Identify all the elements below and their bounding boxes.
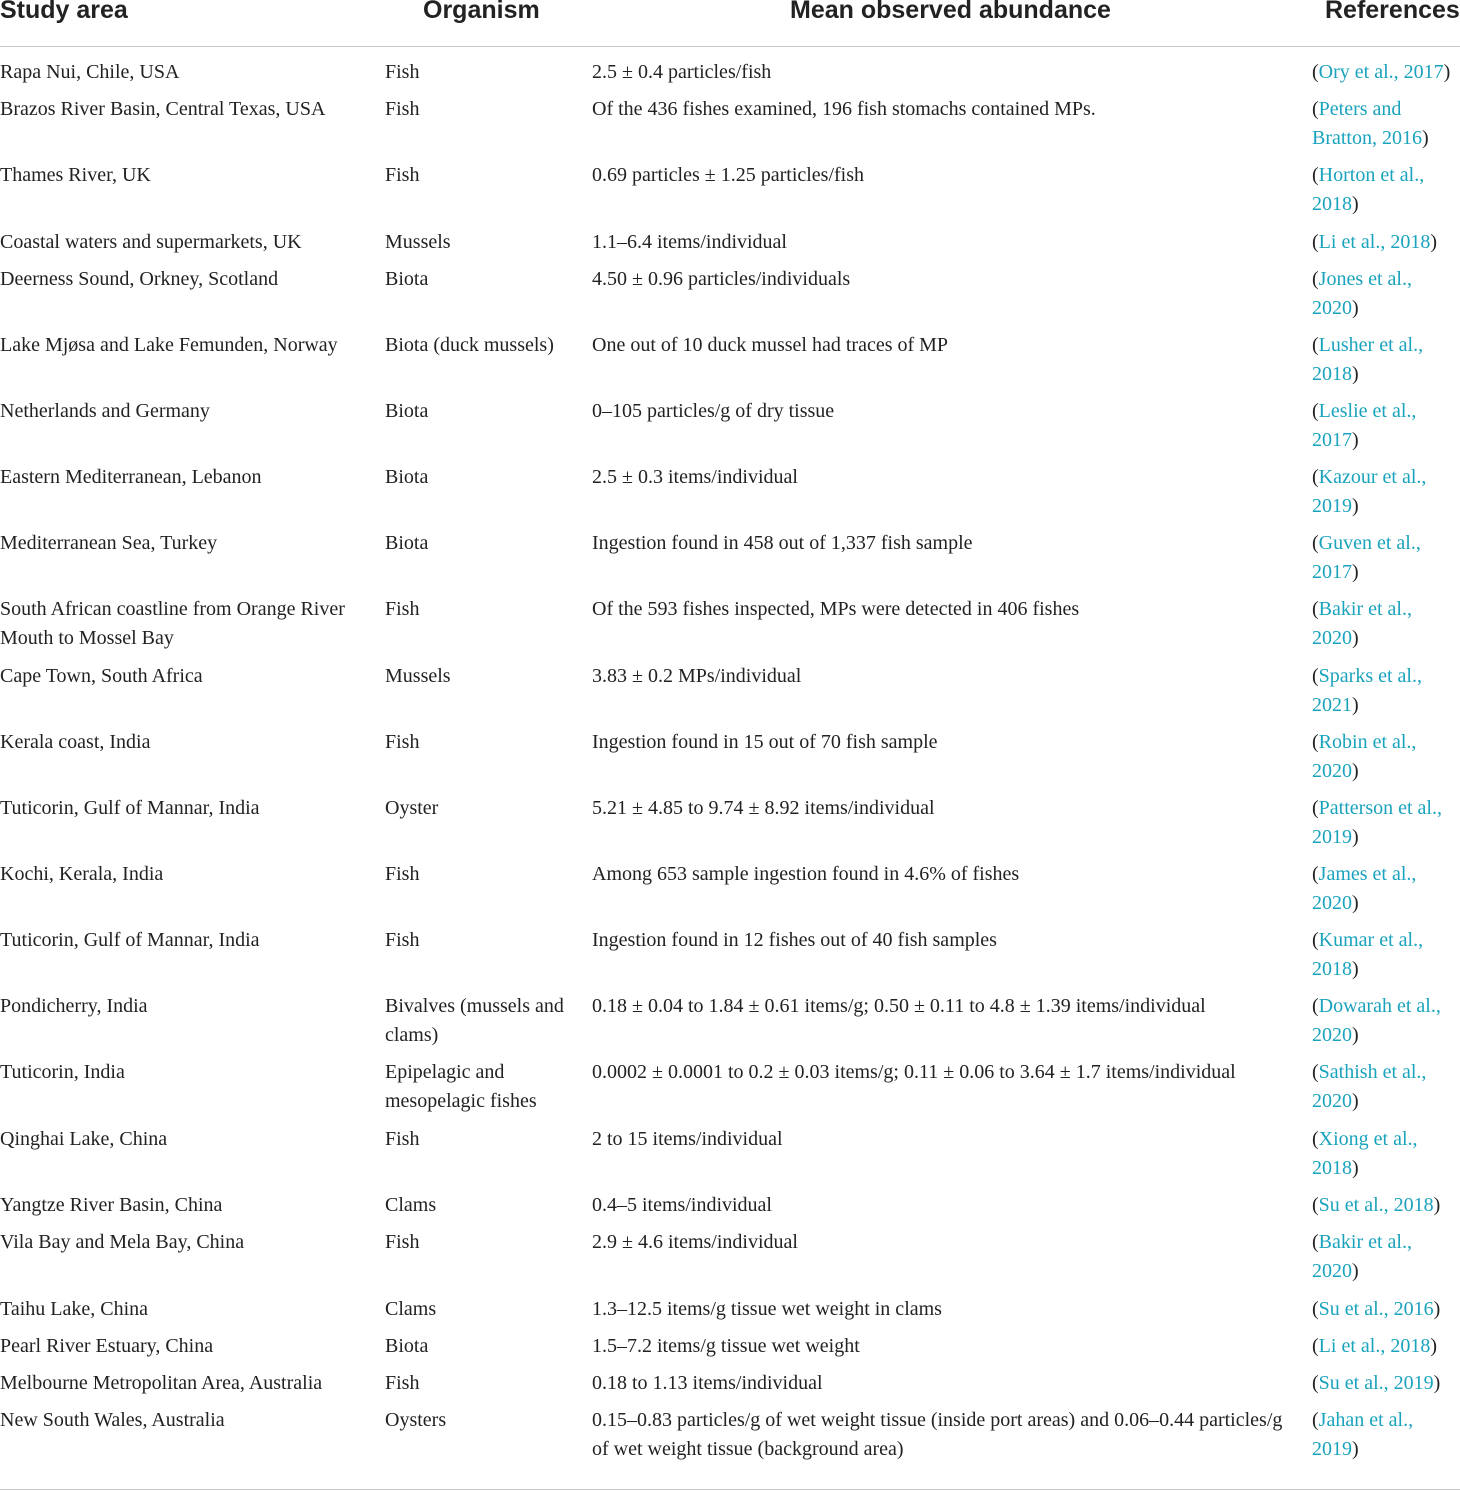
organism-cell: Mussels [385,665,451,687]
study-area-cell: Melbourne Metropolitan Area, Australia [0,1372,323,1394]
abundance-cell: 0.15–0.83 particles/g of wet weight tissue (inside port areas) and 0.06–0.44 particles/g of wet weight tissue (background area) [592,1409,1283,1460]
organism-cell: Fish [385,929,420,951]
organism-cell: Oysters [385,1409,447,1431]
organism-cell: Epipelagic and mesopelagic fishes [385,1061,537,1112]
study-area-cell: Taihu Lake, China [0,1298,148,1320]
study-area-cell: South African coastline from Orange River Mouth to Mossel Bay [0,598,345,649]
organism-cell: Fish [385,863,420,885]
study-area-cell: Pearl River Estuary, China [0,1335,214,1357]
reference-cell: (Li et al., 2018) [1312,1335,1437,1357]
reference-link[interactable]: Kumar et al., 2018 [1312,929,1424,980]
reference-cell: (Kazour et al., 2019) [1312,466,1427,517]
organism-cell: Fish [385,1372,420,1394]
abundance-cell: 2.5 ± 0.3 items/individual [592,466,798,488]
organism-cell: Bivalves (mussels and clams) [385,995,564,1046]
abundance-cell: 0.4–5 items/individual [592,1194,772,1216]
abundance-cell: 3.83 ± 0.2 MPs/individual [592,665,802,687]
study-area-cell: Tuticorin, India [0,1061,125,1083]
reference-cell: (Xiong et al., 2018) [1312,1128,1418,1179]
reference-cell: (Bakir et al., 2020) [1312,598,1412,649]
reference-cell: (Kumar et al., 2018) [1312,929,1424,980]
abundance-cell: 1.3–12.5 items/g tissue wet weight in clams [592,1298,942,1320]
reference-cell: (Li et al., 2018) [1312,231,1437,253]
reference-cell: (James et al., 2020) [1312,863,1417,914]
study-area-cell: Kerala coast, India [0,731,151,753]
reference-link[interactable]: Ory et al., 2017 [1318,61,1444,83]
header-organism: Organism [423,0,540,24]
reference-cell: (Lusher et al., 2018) [1312,334,1424,385]
abundance-cell: 2.9 ± 4.6 items/individual [592,1231,798,1253]
organism-cell: Fish [385,61,420,83]
table-header [0,0,1460,47]
abundance-cell: 4.50 ± 0.96 particles/individuals [592,268,851,290]
reference-cell: (Horton et al., 2018) [1312,164,1425,215]
reference-link[interactable]: Su et al., 2018 [1318,1194,1434,1216]
reference-link[interactable]: Guven et al., 2017 [1312,532,1421,583]
study-area-cell: Yangtze River Basin, China [0,1194,223,1216]
study-area-cell: Kochi, Kerala, India [0,863,164,885]
reference-cell: (Guven et al., 2017) [1312,532,1421,583]
organism-cell: Oyster [385,797,439,819]
reference-cell: (Ory et al., 2017) [1312,61,1451,83]
table-bottom-rule [0,1489,1460,1490]
abundance-cell: 5.21 ± 4.85 to 9.74 ± 8.92 items/individual [592,797,935,819]
organism-cell: Biota (duck mussels) [385,334,554,356]
reference-cell: (Bakir et al., 2020) [1312,1231,1412,1282]
study-area-cell: Deerness Sound, Orkney, Scotland [0,268,279,290]
abundance-cell: 1.5–7.2 items/g tissue wet weight [592,1335,860,1357]
organism-cell: Biota [385,400,429,422]
reference-link[interactable]: James et al., 2020 [1312,863,1417,914]
organism-cell: Fish [385,731,420,753]
abundance-cell: Ingestion found in 12 fishes out of 40 fish samples [592,929,997,951]
study-area-cell: New South Wales, Australia [0,1409,225,1431]
study-area-cell: Cape Town, South Africa [0,665,203,687]
study-area-cell: Lake Mjøsa and Lake Femunden, Norway [0,334,338,356]
abundance-cell: Among 653 sample ingestion found in 4.6% of fishes [592,863,1020,885]
reference-cell: (Patterson et al., 2019) [1312,797,1442,848]
organism-cell: Fish [385,1128,420,1150]
reference-link[interactable]: Xiong et al., 2018 [1312,1128,1418,1179]
organism-cell: Fish [385,164,420,186]
reference-link[interactable]: Horton et al., 2018 [1312,164,1425,215]
study-area-cell: Brazos River Basin, Central Texas, USA [0,98,326,120]
reference-cell: (Jones et al., 2020) [1312,268,1412,319]
organism-cell: Fish [385,1231,420,1253]
organism-cell: Biota [385,268,429,290]
header-references: References [1325,0,1460,24]
abundance-cell: 2.5 ± 0.4 particles/fish [592,61,772,83]
reference-link[interactable]: Li et al., 2018 [1318,1335,1431,1357]
abundance-cell: 0–105 particles/g of dry tissue [592,400,835,422]
reference-link[interactable]: Li et al., 2018 [1318,231,1431,253]
study-area-cell: Pondicherry, India [0,995,148,1017]
reference-link[interactable]: Sathish et al., 2020 [1312,1061,1427,1112]
organism-cell: Biota [385,466,429,488]
reference-link[interactable]: Lusher et al., 2018 [1312,334,1424,385]
study-area-cell: Coastal waters and supermarkets, UK [0,231,302,253]
reference-cell: (Su et al., 2018) [1312,1194,1441,1216]
abundance-cell: 0.18 ± 0.04 to 1.84 ± 0.61 items/g; 0.50 ± 0.11 to 4.8 ± 1.39 items/individual [592,995,1206,1017]
abundance-cell: Of the 593 fishes inspected, MPs were detected in 406 fishes [592,598,1080,620]
reference-cell: (Peters and Bratton, 2016) [1312,98,1429,149]
reference-link[interactable]: Jahan et al., 2019 [1312,1409,1414,1460]
reference-link[interactable]: Bakir et al., 2020 [1312,1231,1412,1282]
study-area-cell: Netherlands and Germany [0,400,210,422]
study-area-cell: Thames River, UK [0,164,151,186]
reference-cell: (Su et al., 2016) [1312,1298,1441,1320]
reference-link[interactable]: Patterson et al., 2019 [1312,797,1442,848]
organism-cell: Biota [385,532,429,554]
study-area-cell: Mediterranean Sea, Turkey [0,532,218,554]
reference-link[interactable]: Dowarah et al., 2020 [1312,995,1441,1046]
reference-link[interactable]: Su et al., 2016 [1318,1298,1434,1320]
abundance-cell: Ingestion found in 458 out of 1,337 fish sample [592,532,973,554]
reference-link[interactable]: Robin et al., 2020 [1312,731,1417,782]
abundance-cell: 0.0002 ± 0.0001 to 0.2 ± 0.03 items/g; 0.11 ± 0.06 to 3.64 ± 1.7 items/individual [592,1061,1236,1083]
reference-cell: (Sathish et al., 2020) [1312,1061,1427,1112]
header-abundance: Mean observed abundance [790,0,1111,24]
reference-link[interactable]: Su et al., 2019 [1318,1372,1434,1394]
abundance-cell: 2 to 15 items/individual [592,1128,783,1150]
reference-cell: (Su et al., 2019) [1312,1372,1441,1394]
organism-cell: Biota [385,1335,429,1357]
organism-cell: Fish [385,98,420,120]
abundance-cell: 0.69 particles ± 1.25 particles/fish [592,164,865,186]
abundance-cell: 1.1–6.4 items/individual [592,231,787,253]
organism-cell: Mussels [385,231,451,253]
organism-cell: Clams [385,1298,437,1320]
study-area-cell: Eastern Mediterranean, Lebanon [0,466,262,488]
reference-link[interactable]: Peters and Bratton, 2016 [1312,98,1422,149]
abundance-cell: 0.18 to 1.13 items/individual [592,1372,823,1394]
reference-link[interactable]: Leslie et al., 2017 [1312,400,1417,451]
reference-link[interactable]: Jones et al., 2020 [1312,268,1412,319]
reference-link[interactable]: Sparks et al., 2021 [1312,665,1422,716]
study-area-cell: Vila Bay and Mela Bay, China [0,1231,245,1253]
reference-cell: (Dowarah et al., 2020) [1312,995,1441,1046]
reference-cell: (Robin et al., 2020) [1312,731,1417,782]
abundance-cell: Of the 436 fishes examined, 196 fish stomachs contained MPs. [592,98,1096,120]
reference-cell: (Leslie et al., 2017) [1312,400,1417,451]
reference-cell: (Jahan et al., 2019) [1312,1409,1414,1460]
reference-link[interactable]: Bakir et al., 2020 [1312,598,1412,649]
abundance-cell: One out of 10 duck mussel had traces of MP [592,334,949,356]
study-area-cell: Rapa Nui, Chile, USA [0,61,180,83]
abundance-cell: Ingestion found in 15 out of 70 fish sample [592,731,938,753]
organism-cell: Fish [385,598,420,620]
organism-cell: Clams [385,1194,437,1216]
study-area-cell: Tuticorin, Gulf of Mannar, India [0,929,260,951]
reference-cell: (Sparks et al., 2021) [1312,665,1422,716]
reference-link[interactable]: Kazour et al., 2019 [1312,466,1427,517]
study-area-cell: Qinghai Lake, China [0,1128,168,1150]
header-study-area: Study area [0,0,128,24]
study-area-cell: Tuticorin, Gulf of Mannar, India [0,797,260,819]
